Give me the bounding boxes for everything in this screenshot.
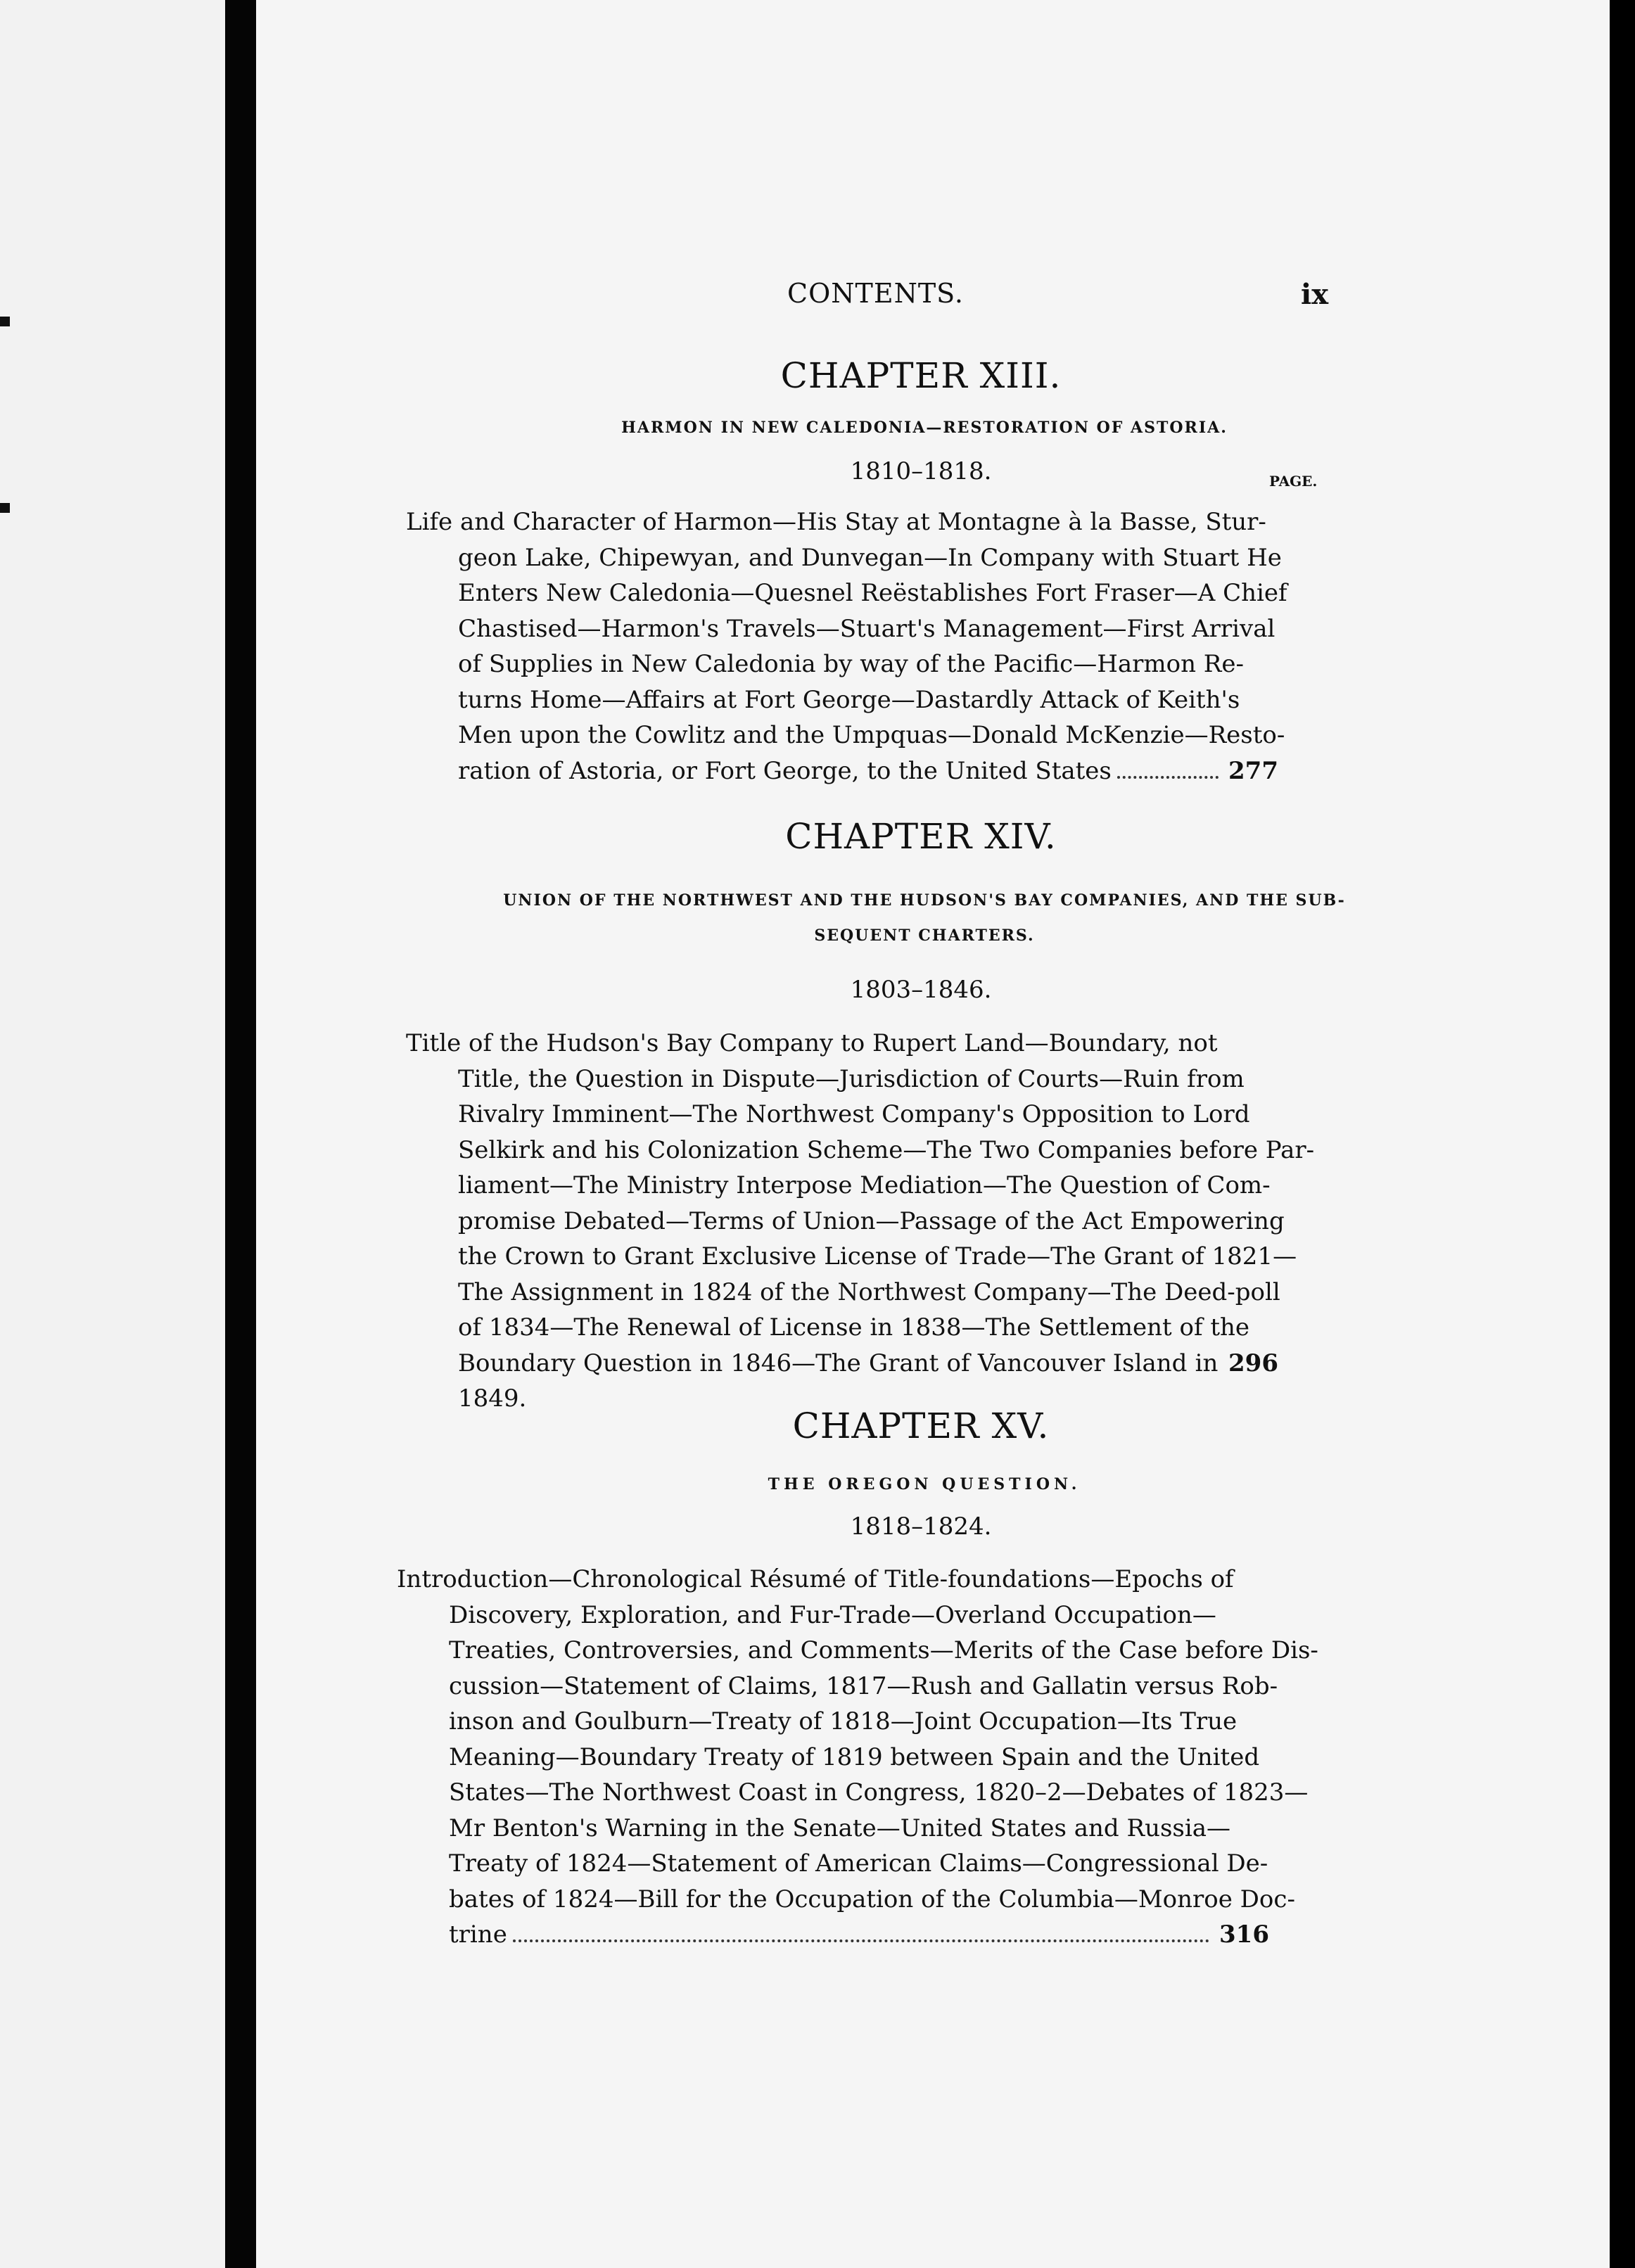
summary-line: Introduction—Chronological Résumé of Title-foundations—Epochs of <box>397 1565 1234 1593</box>
chapter-heading <box>256 1406 1610 1446</box>
summary-line: Boundary Question in 1846—The Grant of Vancouver Island in 1849. <box>458 1349 1219 1413</box>
chapter-title: CHAPTER XV. <box>792 1406 1050 1446</box>
facing-page-edge <box>0 0 225 2268</box>
summary-line: Treaty of 1824—Statement of American Claims—Congressional De- <box>449 1849 1268 1878</box>
dot-leader <box>1117 776 1219 779</box>
chapter-summary <box>406 504 1287 789</box>
summary-line: Life and Character of Harmon—His Stay at Montagne à la Basse, Stur- <box>406 508 1266 536</box>
chapter-subtitle-line: HARMON IN NEW CALEDONIA—RESTORATION OF ASTORIA. <box>621 419 1228 437</box>
summary-line: bates of 1824—Bill for the Occupation of the Columbia—Monroe Doc- <box>449 1885 1295 1913</box>
chapter-subtitle <box>256 883 1610 953</box>
chapter-years-text: 1803–1846. <box>850 976 992 1004</box>
summary-line: promise Debated—Terms of Union—Passage of the Act Empowering <box>458 1206 1285 1235</box>
running-header <box>256 278 1610 320</box>
chapter-title: CHAPTER XIII. <box>780 355 1062 396</box>
contents-page <box>256 0 1610 2268</box>
chapter-years <box>256 976 1610 1004</box>
summary-line: ration of Astoria, or Fort George, to the United States <box>458 756 1112 785</box>
chapter-years-text: 1818–1824. <box>850 1512 992 1541</box>
chapter-subtitle-line: THE OREGON QUESTION. <box>768 1475 1081 1493</box>
scan-border <box>1610 0 1635 2268</box>
summary-line: Treaties, Controversies, and Comments—Merits of the Case before Dis- <box>449 1636 1318 1664</box>
summary-last-line <box>406 753 1278 789</box>
summary-line: Title of the Hudson's Bay Company to Rupert Land—Boundary, not <box>406 1029 1218 1057</box>
summary-line: geon Lake, Chipewyan, and Dunvegan—In Company with Stuart He <box>458 543 1282 572</box>
summary-line: of Supplies in New Caledonia by way of the Pacific—Harmon Re- <box>458 650 1245 678</box>
summary-line: Rivalry Imminent—The Northwest Company's Opposition to Lord <box>458 1100 1250 1128</box>
chapter-subtitle <box>256 410 1610 445</box>
chapter-subtitle-line: SEQUENT CHARTERS. <box>814 926 1035 945</box>
summary-line: the Crown to Grant Exclusive License of Trade—The Grant of 1821— <box>458 1242 1297 1270</box>
summary-line: cussion—Statement of Claims, 1817—Rush and Gallatin versus Rob- <box>449 1671 1278 1700</box>
dot-leader <box>513 1939 1209 1942</box>
summary-line: trine <box>449 1920 507 1949</box>
summary-line: Meaning—Boundary Treaty of 1819 between Spain and the United <box>449 1743 1260 1771</box>
page-number: 277 <box>1228 756 1278 785</box>
summary-line: Enters New Caledonia—Quesnel Reëstablishes Fort Fraser—A Chief <box>458 579 1287 607</box>
summary-line: Title, the Question in Dispute—Jurisdiction of Courts—Ruin from <box>458 1064 1245 1093</box>
summary-line: States—The Northwest Coast in Congress, 1820–2—Debates of 1823— <box>449 1778 1309 1807</box>
summary-line: inson and Goulburn—Treaty of 1818—Joint Occupation—Its True <box>449 1707 1238 1735</box>
summary-line: Mr Benton's Warning in the Senate—United States and Russia— <box>449 1814 1231 1842</box>
page-number: 296 <box>1228 1349 1278 1377</box>
summary-line: Chastised—Harmon's Travels—Stuart's Management—First Arrival <box>458 614 1275 643</box>
chapter-heading <box>256 355 1610 396</box>
facing-page-mark <box>0 503 10 513</box>
running-title: CONTENTS. <box>787 278 964 309</box>
book-gutter <box>225 0 256 2268</box>
page-column-label: PAGE. <box>1269 473 1318 490</box>
summary-line: liament—The Ministry Interpose Mediation—The Question of Com- <box>458 1171 1271 1199</box>
chapter-heading <box>256 816 1610 857</box>
summary-line: Discovery, Exploration, and Fur-Trade—Overland Occupation— <box>449 1600 1216 1629</box>
chapter-summary <box>397 1562 1318 1953</box>
chapter-summary <box>406 1026 1315 1417</box>
chapter-years <box>256 457 1610 485</box>
summary-line: Selkirk and his Colonization Scheme—The Two Companies before Par- <box>458 1135 1315 1164</box>
chapter-years-text: 1810–1818. <box>850 457 992 485</box>
summary-line: The Assignment in 1824 of the Northwest Company—The Deed-poll <box>458 1278 1280 1306</box>
chapter-subtitle <box>256 1467 1610 1502</box>
summary-line: turns Home—Affairs at Fort George—Dastardly Attack of Keith's <box>458 685 1240 714</box>
chapter-title: CHAPTER XIV. <box>785 816 1057 857</box>
chapter-years <box>256 1512 1610 1541</box>
summary-last-line <box>397 1917 1269 1953</box>
summary-line: Men upon the Cowlitz and the Umpquas—Donald McKenzie—Resto- <box>458 721 1285 749</box>
page-folio: ix <box>1301 278 1329 311</box>
facing-page-mark <box>0 317 10 326</box>
summary-line: of 1834—The Renewal of License in 1838—The Settlement of the <box>458 1313 1250 1342</box>
page-number: 316 <box>1219 1920 1269 1949</box>
chapter-subtitle-line: UNION OF THE NORTHWEST AND THE HUDSON'S BAY COMPANIES, AND THE SUB- <box>503 891 1346 910</box>
